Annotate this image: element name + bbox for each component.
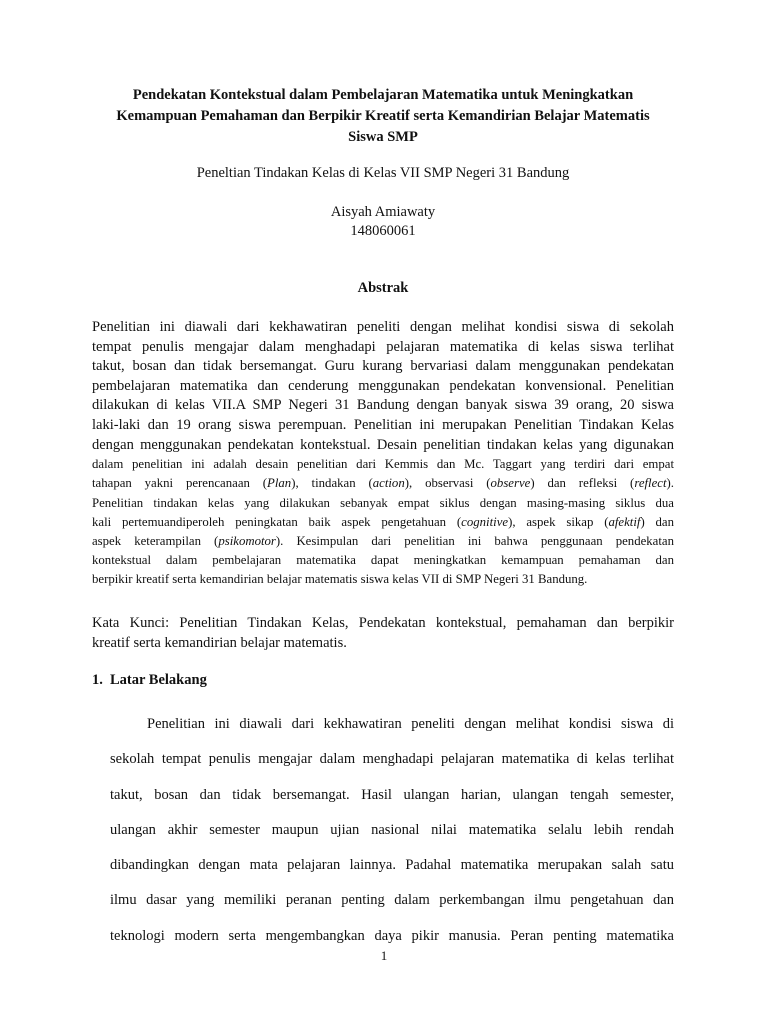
body-line: takut, bosan dan tidak bersemangat. Hasil ulangan harian, ulangan tengah semester, (110, 786, 674, 803)
abstract-line: kontekstual dalam pembelajaran matematika dapat meningkatkan kemampuan pemahaman dan (92, 553, 674, 568)
abstract-line: takut, bosan dan tidak bersemangat. Guru kurang bervariasi dalam menggunakan pendekatan (92, 358, 674, 375)
body-line: teknologi modern serta mengembangkan daya pikir manusia. Peran penting matematika (110, 927, 674, 944)
italic-term: action (372, 476, 405, 491)
page-number: 1 (380, 948, 388, 963)
abstract-line: Penelitian tindakan kelas yang dilakukan sebanyak empat siklus dengan masing-masing siklus dua (92, 495, 674, 510)
paper-title-line: Kemampuan Pemahaman dan Berpikir Kreatif serta Kemandirian Belajar Matematis (116, 108, 650, 124)
abstract-line: tempat penulis mengajar dalam menghadapi pelajaran matematika di kelas siswa terlihat (92, 338, 674, 355)
abstract-line: tahapan yakni perencanaan (Plan), tindakan (action), observasi (observe) dan refleksi (reflect). (92, 476, 674, 491)
body-line: Penelitian ini diawali dari kekhawatiran peneliti dengan melihat kondisi siswa di (147, 716, 674, 732)
italic-term: psikomotor (218, 533, 276, 548)
body-paragraph (110, 707, 674, 954)
keywords (92, 614, 674, 653)
abstract-line: kali pertemuandiperoleh peningkatan baik aspek pengetahuan (cognitive), aspek sikap (afektif) dan (92, 514, 675, 529)
abstract-heading: Abstrak (357, 280, 409, 296)
paper-title (80, 85, 686, 148)
abstract-line: pembelajaran matematika dan cenderung menggunakan pendekatan konvensional. Penelitian (92, 377, 674, 394)
paper-subtitle: Peneltian Tindakan Kelas di Kelas VII SMP Negeri 31 Bandung (196, 165, 570, 181)
paper-title-line: Siswa SMP (348, 129, 418, 145)
body-line: dibandingkan dengan mata pelajaran lainnya. Padahal matematika merupakan salah satu (110, 857, 674, 874)
abstract-line: dengan menggunakan pendekatan kontekstual. Desain penelitian tindakan kelas yang digunakan (92, 436, 674, 453)
italic-term: afektif (608, 514, 641, 529)
body-line: ulangan akhir semester maupun ujian nasional nilai matematika selalu lebih rendah (110, 821, 674, 838)
body-line: sekolah tempat penulis mengajar dalam menghadapi pelajaran matematika di kelas terlihat (110, 751, 674, 768)
keywords-line: kreatif serta kemandirian belajar matematis. (92, 634, 347, 651)
abstract-line: berpikir kreatif serta kemandirian belajar matematis siswa kelas VII di SMP Negeri 31 Bandung. (92, 572, 588, 587)
body-line: ilmu dasar yang memiliki peranan penting dalam perkembangan ilmu pengetahuan dan (110, 892, 674, 909)
italic-term: reflect (634, 476, 667, 491)
abstract-line: aspek keterampilan (psikomotor). Kesimpulan dari penelitian ini bahwa penggunaan pendekatan (92, 533, 675, 548)
paper-title-line: Pendekatan Kontekstual dalam Pembelajaran Matematika untuk Meningkatkan (132, 87, 634, 103)
abstract-line: dilakukan di kelas VII.A SMP Negeri 31 Bandung dengan banyak siswa 39 orang, 20 siswa (92, 397, 674, 414)
italic-term: Plan (267, 476, 292, 491)
abstract-line: Penelitian ini diawali dari kekhawatiran peneliti dengan melihat kondisi siswa di sekolah (92, 319, 674, 335)
abstract-line: laki-laki dan 19 orang siswa perempuan. Penelitian ini merupakan Penelitian Tindakan Kelas (92, 416, 674, 433)
section-title: Latar Belakang (110, 672, 207, 688)
section-number: 1. (92, 672, 103, 688)
student-id: 148060061 (350, 223, 416, 239)
abstract-body (92, 318, 674, 590)
section-heading (92, 672, 207, 689)
italic-term: cognitive (461, 514, 509, 529)
italic-term: observe (490, 476, 531, 491)
keywords-line: Kata Kunci: Penelitian Tindakan Kelas, Pendekatan kontekstual, pemahaman dan berpikir (92, 615, 674, 631)
author-name: Aisyah Amiawaty (330, 204, 436, 220)
abstract-line: dalam penelitian ini adalah desain penelitian dari Kemmis dan Mc. Taggart yang terdiri dari empat (92, 457, 674, 472)
